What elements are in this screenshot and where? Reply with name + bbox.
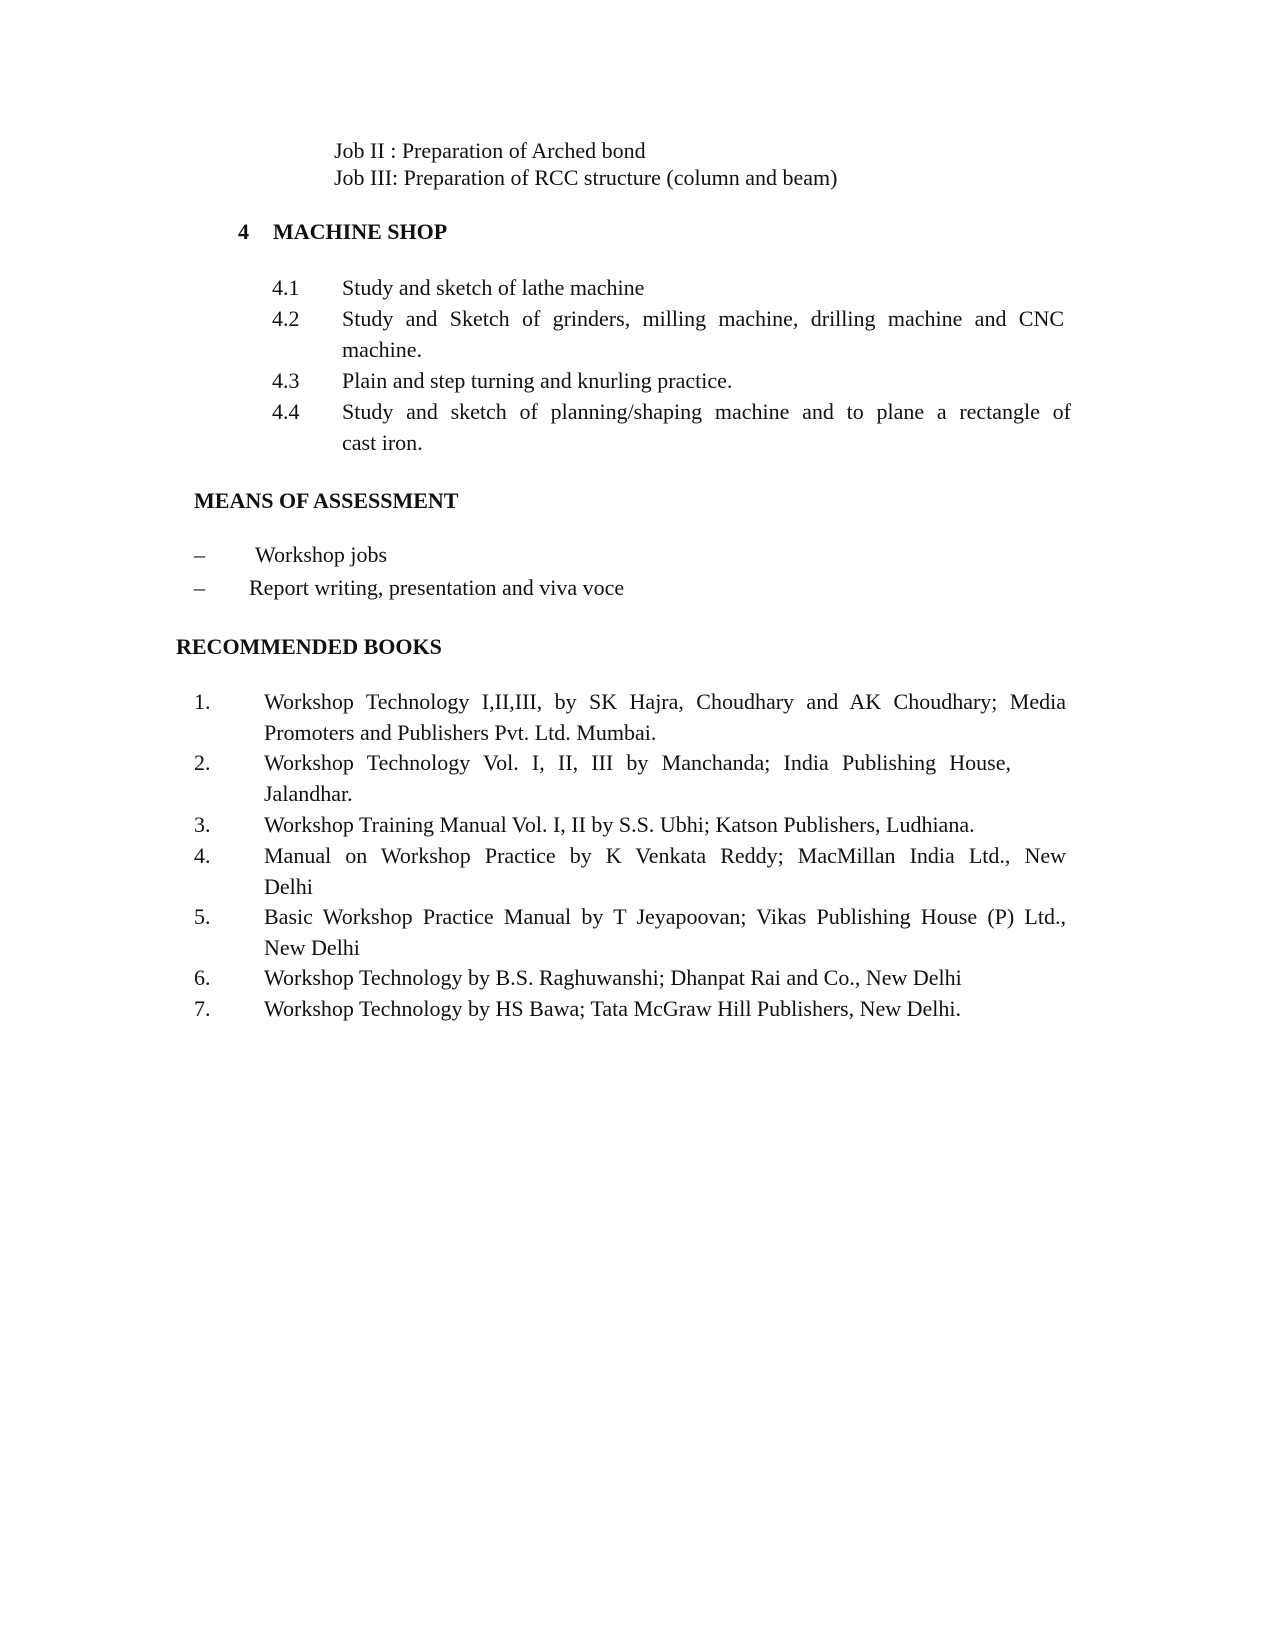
section-number: 4: [238, 219, 249, 244]
job-line: Job II : Preparation of Arched bond: [334, 138, 646, 163]
item-text-line: Study and Sketch of grinders, milling machine, drilling machine and CNC: [342, 306, 1064, 331]
book-line: New Delhi: [264, 935, 360, 960]
book-line: Delhi: [264, 874, 313, 899]
book-line: Workshop Technology I,II,III, by SK Hajra, Choudhary and AK Choudhary; Media: [264, 689, 1066, 714]
book-number: 4.: [194, 843, 211, 868]
book-number: 7.: [194, 996, 211, 1021]
book-line: Promoters and Publishers Pvt. Ltd. Mumbai.: [264, 720, 657, 745]
assessment-item: Report writing, presentation and viva voce: [249, 575, 625, 600]
item-text: Study and sketch of lathe machine: [342, 275, 645, 300]
item-text-line: cast iron.: [342, 430, 423, 455]
book-line: Workshop Technology by B.S. Raghuwanshi; Dhanpat Rai and Co., New Delhi: [264, 965, 962, 990]
book-number: 2.: [194, 750, 211, 775]
item-text-line: Study and sketch of planning/shaping machine and to plane a rectangle of: [342, 399, 1071, 424]
book-number: 5.: [194, 904, 211, 929]
book-number: 6.: [194, 965, 211, 990]
book-line: Basic Workshop Practice Manual by T Jeyapoovan; Vikas Publishing House (P) Ltd.,: [264, 904, 1066, 929]
book-number: 3.: [194, 812, 211, 837]
bullet-dash: –: [194, 575, 205, 600]
book-line: Manual on Workshop Practice by K Venkata Reddy; MacMillan India Ltd., New: [264, 843, 1066, 868]
assessment-heading: MEANS OF ASSESSMENT: [194, 488, 459, 513]
book-line: Jalandhar.: [264, 781, 353, 806]
item-number: 4.1: [272, 275, 300, 300]
item-text-line: machine.: [342, 337, 423, 362]
item-number: 4.3: [272, 368, 300, 393]
item-text: Plain and step turning and knurling practice.: [342, 368, 733, 393]
section-title: MACHINE SHOP: [273, 219, 448, 244]
book-line: Workshop Technology by HS Bawa; Tata McGraw Hill Publishers, New Delhi.: [264, 996, 962, 1021]
book-number: 1.: [194, 689, 211, 714]
books-heading: RECOMMENDED BOOKS: [176, 634, 442, 659]
assessment-item: Workshop jobs: [255, 542, 388, 567]
job-line: Job III: Preparation of RCC structure (column and beam): [334, 165, 838, 190]
item-number: 4.2: [272, 306, 300, 331]
book-line: Workshop Training Manual Vol. I, II by S.S. Ubhi; Katson Publishers, Ludhiana.: [264, 812, 975, 837]
bullet-dash: –: [194, 542, 205, 567]
item-number: 4.4: [272, 399, 300, 424]
book-line: Workshop Technology Vol. I, II, III by Manchanda; India Publishing House,: [264, 750, 1011, 775]
